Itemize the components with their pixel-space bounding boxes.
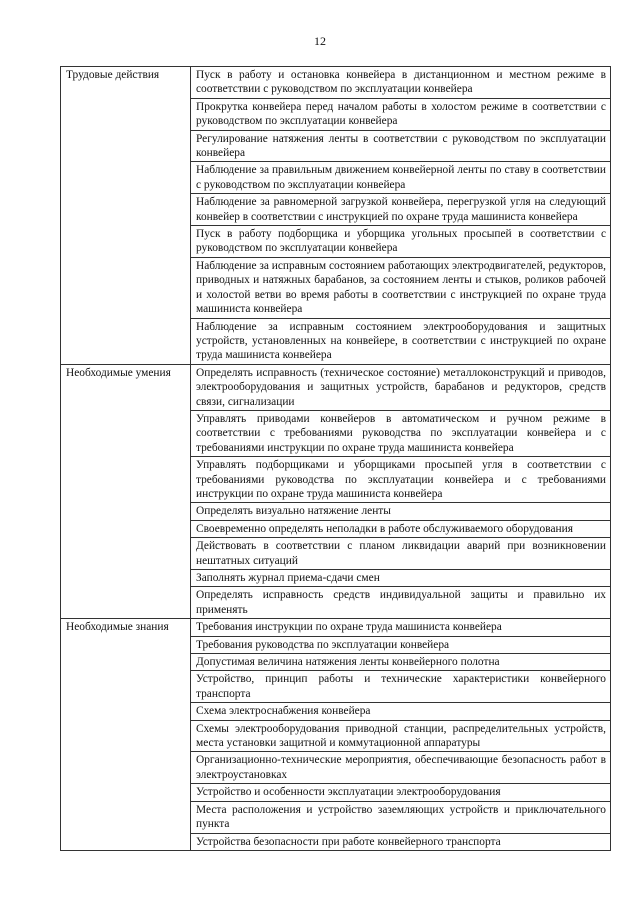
section-item: Наблюдение за исправным состоянием работающих электродвигателей, редукторов, приводных и натяжных барабанов, за состоянием ленты и стыков, роликов рабочей и холостой ветви во время работы в соответствии с инструкцией по охране труда машиниста конвейера (191, 257, 611, 318)
section-label: Необходимые умения (61, 364, 191, 619)
section-item: Определять исправность средств индивидуальной защиты и правильно их применять (191, 587, 611, 619)
section-item: Своевременно определять неполадки в работе обслуживаемого оборудования (191, 520, 611, 537)
section-item: Управлять приводами конвейеров в автоматическом и ручном режиме в соответствии с требованиями руководства по эксплуатации конвейера и с требованиями инструкции по охране труда машиниста конвейера (191, 410, 611, 456)
section-item: Организационно-технические мероприятия, обеспечивающие безопасность работ в электроустановках (191, 752, 611, 784)
table-row (61, 619, 611, 636)
section-label: Необходимые знания (61, 619, 191, 851)
table-row (61, 364, 611, 410)
section-item: Определять исправность (техническое состояние) металлоконструкций и приводов, электрооборудования и защитных устройств, барабанов и редукторов, средств связи, сигнализации (191, 364, 611, 410)
section-item: Прокрутка конвейера перед началом работы в холостом режиме в соответствии с руководством по эксплуатации конвейера (191, 98, 611, 130)
section-item: Требования инструкции по охране труда машиниста конвейера (191, 619, 611, 636)
section-item: Определять визуально натяжение ленты (191, 503, 611, 520)
section-item: Заполнять журнал приема-сдачи смен (191, 570, 611, 587)
section-item: Устройство, принцип работы и технические характеристики конвейерного транспорта (191, 671, 611, 703)
table-row (61, 67, 611, 99)
qualification-table-body (61, 67, 611, 851)
section-item: Наблюдение за правильным движением конвейерной ленты по ставу в соответствии с руководством по эксплуатации конвейера (191, 162, 611, 194)
section-item: Наблюдение за исправным состоянием электрооборудования и защитных устройств, установленных на конвейере, в соответствии с инструкцией по охране труда машиниста конвейера (191, 318, 611, 364)
page-number: 12 (314, 34, 326, 48)
qualification-table (60, 66, 611, 851)
section-item: Допустимая величина натяжения ленты конвейерного полотна (191, 654, 611, 671)
section-item: Схема электроснабжения конвейера (191, 703, 611, 720)
section-item: Схемы электрооборудования приводной станции, распределительных устройств, места установки защитной и коммутационной аппаратуры (191, 720, 611, 752)
section-item: Регулирование натяжения ленты в соответствии с руководством по эксплуатации конвейера (191, 130, 611, 162)
section-item: Пуск в работу и остановка конвейера в дистанционном и местном режиме в соответствии с руководством по эксплуатации конвейера (191, 67, 611, 99)
section-item: Места расположения и устройство заземляющих устройств и приключательного пункта (191, 801, 611, 833)
section-item: Пуск в работу подборщика и уборщика угольных просыпей в соответствии с руководством по эксплуатации конвейера (191, 226, 611, 258)
section-label: Трудовые действия (61, 67, 191, 365)
section-item: Требования руководства по эксплуатации конвейера (191, 636, 611, 653)
section-item: Устройства безопасности при работе конвейерного транспорта (191, 833, 611, 850)
section-item: Управлять подборщиками и уборщиками просыпей угля в соответствии с требованиями руководства по эксплуатации конвейера и с требованиями инструкции по охране труда машиниста конвейера (191, 457, 611, 503)
section-item: Действовать в соответствии с планом ликвидации аварий при возникновении нештатных ситуаций (191, 538, 611, 570)
section-item: Устройство и особенности эксплуатации электрооборудования (191, 784, 611, 801)
section-item: Наблюдение за равномерной загрузкой конвейера, перегрузкой угля на следующий конвейер в соответствии с инструкцией по охране труда машиниста конвейера (191, 194, 611, 226)
